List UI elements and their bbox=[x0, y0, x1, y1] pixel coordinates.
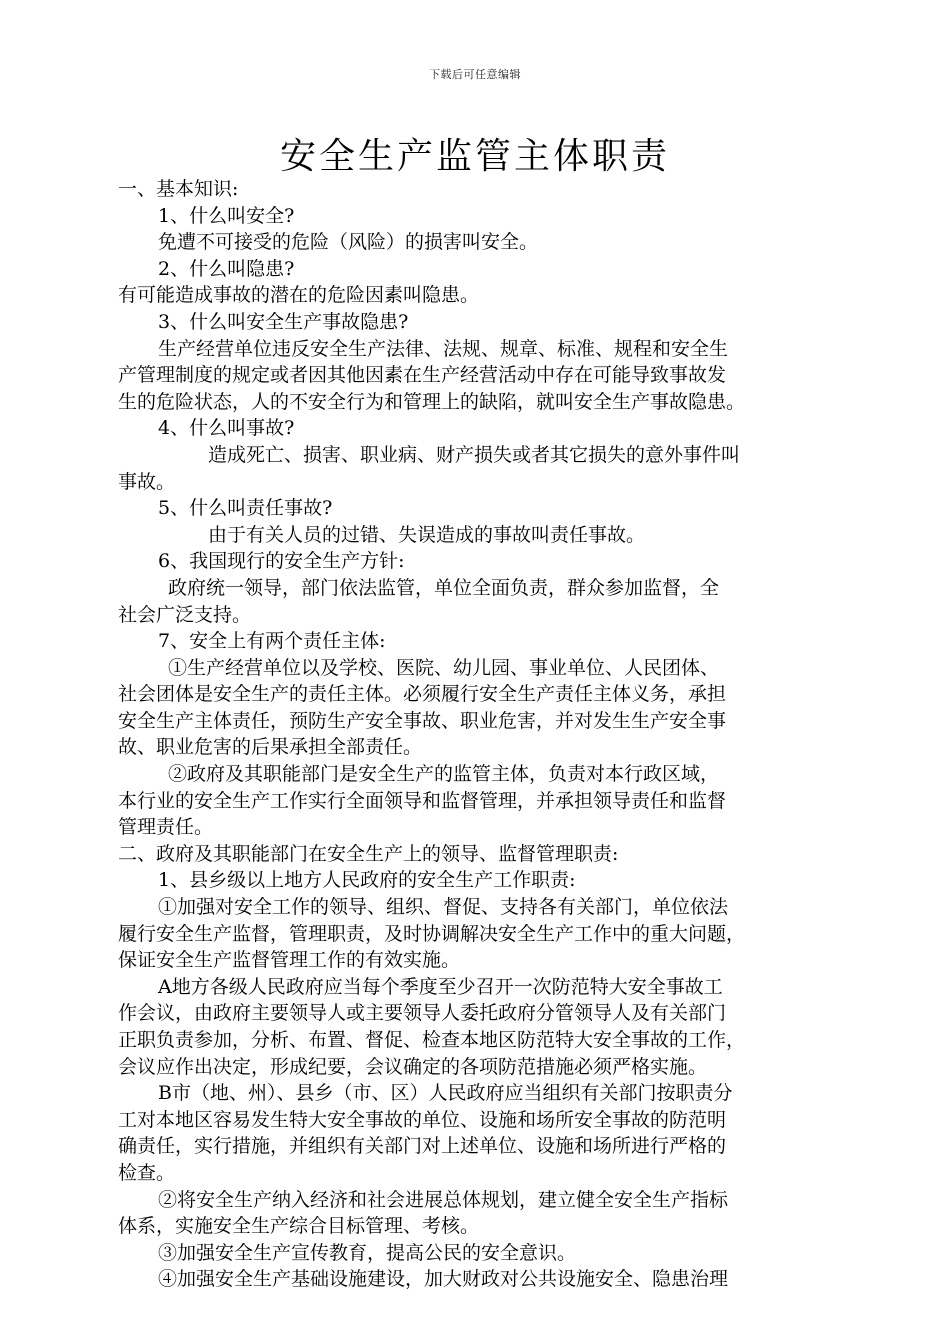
paragraph-line: 体系，实施安全生产综合目标管理、考核。 bbox=[118, 1215, 480, 1238]
paragraph-line: 作会议，由政府主要领导人或主要领导人委托政府分管领导人及有关部门 bbox=[118, 1002, 727, 1025]
paragraph-line: 会议应作出决定，形成纪要，会议确定的各项防范措施必须严格实施。 bbox=[118, 1055, 708, 1078]
paragraph-line: 管理责任。 bbox=[118, 816, 214, 839]
paragraph-line: 生的危险状态，人的不安全行为和管理上的缺陷，就叫安全生产事故隐患。 bbox=[118, 390, 746, 413]
section-heading: 一、基本知识: bbox=[118, 178, 239, 200]
paragraph-line: ①加强对安全工作的领导、组织、督促、支持各有关部门，单位依法 bbox=[158, 896, 729, 919]
paragraph-line: 检查。 bbox=[118, 1161, 176, 1184]
question-heading: 5、什么叫责任事故? bbox=[158, 497, 333, 520]
question-heading: 4、什么叫事故? bbox=[158, 417, 295, 440]
paragraph-line: 履行安全生产监督，管理职责，及时协调解决安全生产工作中的重大问题， bbox=[118, 922, 746, 945]
paragraph-line: 正职负责参加，分析、布置、督促、检查本地区防范特大安全事故的工作， bbox=[118, 1029, 746, 1051]
document-title: 安全生产监管主体职责 bbox=[279, 136, 670, 177]
header-note: 下载后可任意编辑 bbox=[429, 68, 521, 81]
question-heading: 2、什么叫隐患? bbox=[158, 257, 295, 280]
section-heading: 二、政府及其职能部门在安全生产上的领导、监督管理职责: bbox=[118, 842, 619, 865]
question-heading: 7、安全上有两个责任主体: bbox=[158, 630, 386, 653]
paragraph-line: 社会广泛支持。 bbox=[118, 603, 252, 626]
paragraph-line: ①生产经营单位以及学校、医院、幼儿园、事业单位、人民团体、 bbox=[168, 656, 720, 679]
paragraph-line: ④加强安全生产基础设施建设，加大财政对公共设施安全、隐患治理 bbox=[158, 1268, 729, 1291]
paragraph-line: 社会团体是安全生产的责任主体。必须履行安全生产责任主体义务，承担 bbox=[118, 683, 727, 706]
paragraph-line: 本行业的安全生产工作实行全面领导和监督管理，并承担领导责任和监督 bbox=[118, 789, 727, 812]
paragraph-line: 工对本地区容易发生特大安全事故的单位、设施和场所安全事故的防范明 bbox=[118, 1108, 727, 1131]
paragraph-line: ②政府及其职能部门是安全生产的监管主体，负责对本行政区域， bbox=[168, 763, 720, 786]
paragraph-line: 事故。 bbox=[118, 470, 176, 493]
paragraph-line: B市（地、州）、县乡（市、区）人民政府应当组织有关部门按职责分 bbox=[158, 1082, 733, 1105]
paragraph-line: A地方各级人民政府应当每个季度至少召开一次防范特大安全事故工 bbox=[158, 975, 723, 998]
question-heading: 1、什么叫安全? bbox=[158, 204, 295, 227]
answer-line: 有可能造成事故的潜在的危险因素叫隐患。 bbox=[118, 284, 480, 307]
answer-line: 由于有关人员的过错、失误造成的事故叫责任事故。 bbox=[208, 523, 646, 546]
question-heading: 6、我国现行的安全生产方针: bbox=[158, 550, 405, 573]
paragraph-line: 产管理制度的规定或者因其他因素在生产经营活动中存在可能导致事故发 bbox=[118, 364, 727, 387]
paragraph-line: ②将安全生产纳入经济和社会进展总体规划，建立健全安全生产指标 bbox=[158, 1188, 729, 1211]
subsection-heading: 1、县乡级以上地方人民政府的安全生产工作职责: bbox=[158, 869, 576, 892]
answer-line: 免遭不可接受的危险（风险）的损害叫安全。 bbox=[158, 231, 539, 254]
paragraph-line: 确责任，实行措施，并组织有关部门对上述单位、设施和场所进行严格的 bbox=[118, 1135, 727, 1158]
paragraph-line: 生产经营单位违反安全生产法律、法规、规章、标准、规程和安全生 bbox=[158, 337, 729, 360]
paragraph-line: 安全生产主体责任，预防生产安全事故、职业危害，并对发生生产安全事 bbox=[118, 709, 727, 732]
document-body bbox=[118, 176, 838, 1293]
paragraph-line: 造成死亡、损害、职业病、财产损失或者其它损失的意外事件叫 bbox=[208, 443, 741, 466]
paragraph-line: 故、职业危害的后果承担全部责任。 bbox=[118, 736, 423, 759]
paragraph-line: 保证安全生产监督管理工作的有效实施。 bbox=[118, 949, 461, 972]
paragraph-line: ③加强安全生产宣传教育，提高公民的安全意识。 bbox=[158, 1241, 577, 1264]
question-heading: 3、什么叫安全生产事故隐患? bbox=[158, 310, 409, 333]
paragraph-line: 政府统一领导，部门依法监管，单位全面负责，群众参加监督，全 bbox=[168, 576, 720, 599]
